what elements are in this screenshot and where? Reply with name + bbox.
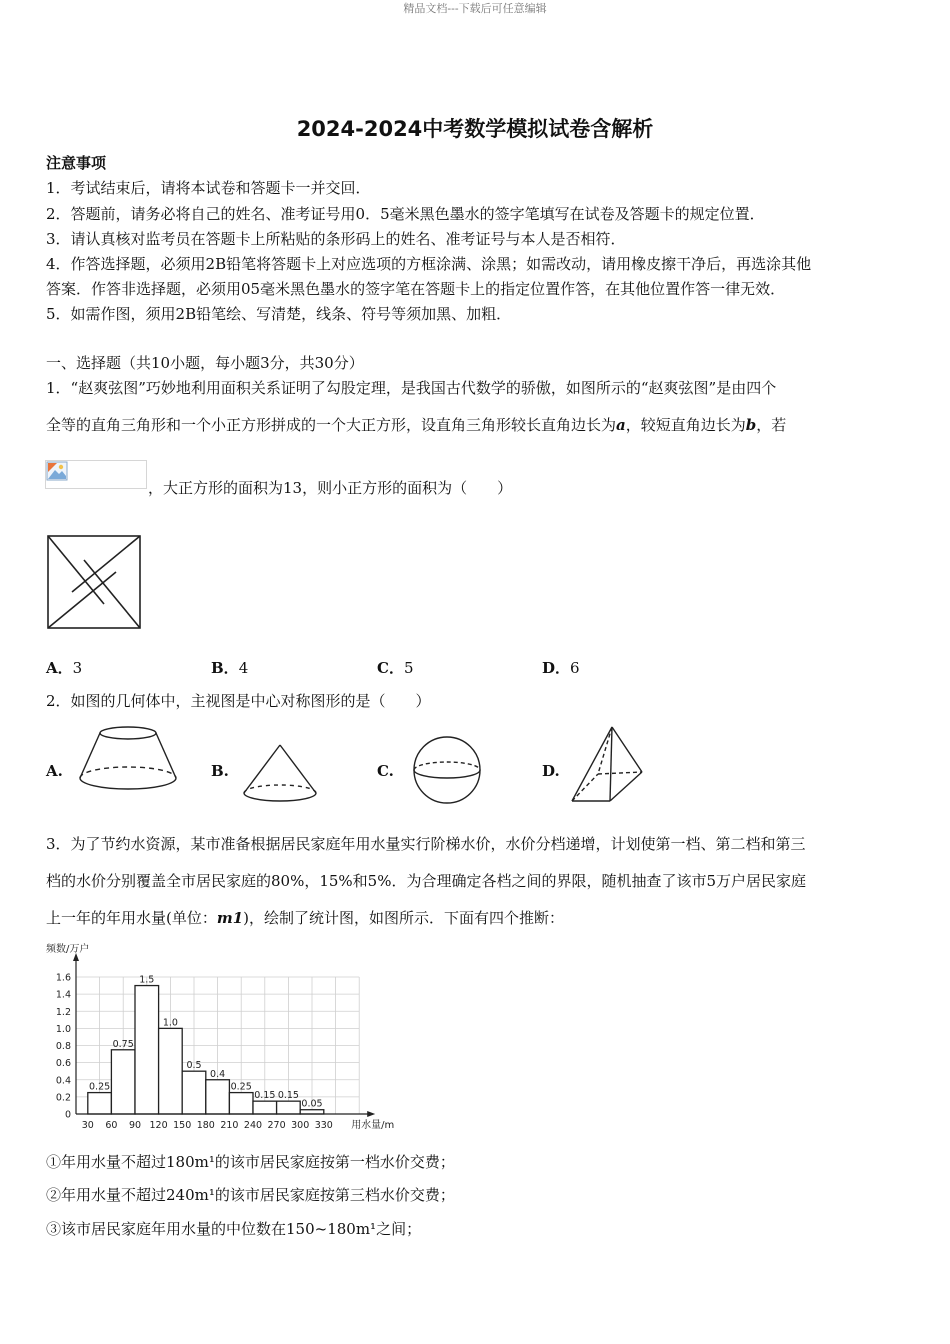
q3-stem-line: 3．为了节约水资源，某市准备根据居民家庭年用水量实行阶梯水价，水价分档递增，计划使第一档、第二档和第三 [46,835,806,853]
histogram-bar [229,1093,253,1114]
y-tick-label: 0.8 [55,1041,71,1052]
notice-item: 5．如需作图，须用2B铅笔绘、写清楚，线条、符号等须加黑、加粗． [46,305,512,323]
bar-value-label: 0.75 [112,1038,134,1050]
q1-stem-text: ，若 [756,416,787,434]
zhao-shuang-chord-diagram [46,534,142,630]
x-axis-label: 用水量/m [351,1120,395,1131]
triangle-edge [48,536,104,604]
notice-item: 2．答题前，请务必将自己的姓名、准考证号用0．5毫米黑色墨水的签字笔填写在试卷及答题卡的规定位置． [46,205,765,223]
y-tick-label: 1.4 [55,989,71,1001]
x-tick-label: 120 [149,1120,168,1131]
bar-value-label: 0.05 [301,1098,323,1110]
histogram-bar [206,1080,230,1114]
frustum-shape [76,724,180,804]
bar-value-label: 1.5 [139,974,155,986]
q2-option-c[interactable]: C. [377,762,394,780]
option-letter: A． [46,659,73,677]
outer-square [48,536,140,628]
y-tick-label: 1.6 [55,972,71,984]
option-letter: B． [211,659,239,677]
q1-option-d[interactable] [542,657,580,678]
notice-item: 4．作答选择题，必须用2B铅笔将答题卡上对应选项的方框涂满、涂黑；如需改动，请用橡皮擦干净后，再选涂其他 [46,255,812,273]
option-letter: D． [542,659,571,677]
bar-value-label: 0.25 [230,1081,252,1093]
bar-value-label: 0.25 [89,1081,111,1093]
x-axis-arrow [367,1111,375,1117]
q3-stem-text: 上一年的年用水量(单位： [46,909,217,927]
histogram-bar [159,1028,183,1114]
q3-statement: ②年用水量不超过240m¹的该市居民家庭按第三档水价交费； [46,1186,455,1204]
option-value: 6 [570,659,580,677]
cone-shape [240,742,320,806]
histogram-bar [300,1110,324,1114]
notice-item: 答案．作答非选择题，必须用05毫米黑色墨水的签字笔在答题卡上的指定位置作答，在其他位置作答一律无效． [46,280,786,298]
histogram-bar [111,1050,135,1114]
q1-option-b[interactable] [211,657,248,678]
notice-item: 3．请认真核对监考员在答题卡上所粘贴的条形码上的姓名、准考证号与本人是否相符． [46,230,626,248]
y-tick-label: 0.4 [55,1075,71,1087]
q1-option-c[interactable] [377,657,414,678]
x-tick-label: 270 [267,1120,286,1131]
q2-option-d[interactable]: D. [542,762,560,780]
bar-value-label: 0.4 [210,1068,226,1080]
q3-statement: ①年用水量不超过180m¹的该市居民家庭按第一档水价交费； [46,1153,455,1171]
q1-stem-text: 全等的直角三角形和一个小正方形拼成的一个大正方形，设直角三角形较长直角边长为 [46,416,617,434]
histogram-bar [88,1093,112,1114]
y-tick-label: 0.6 [55,1058,71,1070]
y-tick-label: 0 [64,1109,71,1121]
broken-image-icon [46,461,68,481]
formula-image-placeholder [45,460,147,489]
section-heading: 一、选择题（共10小题，每小题3分，共30分） [46,354,364,372]
q2-stem: 2．如图的几何体中，主视图是中心对称图形的是（ ） [46,692,431,710]
q1-stem-line [46,414,786,435]
q3-stem-text: )，绘制了统计图，如图所示．下面有四个推断： [243,909,565,927]
bar-value-label: 0.15 [277,1090,299,1102]
water-usage-histogram [40,940,395,1140]
x-tick-label: 330 [314,1120,333,1131]
x-tick-label: 30 [81,1120,94,1131]
var-b: b [745,416,757,434]
y-tick-label: 1.0 [55,1023,71,1035]
page-title: 2024-2024中考数学模拟试卷含解析 [296,117,654,141]
notice-heading: 注意事项 [46,154,107,172]
triangle-edge [48,572,116,628]
q1-stem-text: ，较短直角边长为 [625,416,746,434]
q3-statement: ③该市居民家庭年用水量的中位数在150~180m¹之间； [46,1220,422,1238]
triangle-edge [84,560,140,628]
histogram-bar [182,1071,206,1114]
var-a: a [616,416,626,434]
option-value: 3 [72,659,83,677]
bar-value-label: 0.5 [186,1060,202,1072]
triangle-edge [72,536,140,592]
y-tick-label: 0.2 [55,1092,71,1104]
q3-stem-line: 档的水价分别覆盖全市居民家庭的80%，15%和5%．为合理确定各档之间的界限，随机抽查了该市5万户居民家庭 [46,872,807,890]
q3-stem-line [46,907,564,928]
q2-option-a[interactable]: A. [46,762,63,780]
bar-value-label: 1.0 [162,1017,178,1029]
x-tick-label: 60 [105,1120,118,1131]
x-tick-label: 300 [291,1120,310,1131]
histogram-bar [135,986,159,1114]
x-tick-label: 210 [220,1120,239,1131]
notice-item: 1．考试结束后，请将本试卷和答题卡一并交回． [46,179,371,197]
x-tick-label: 150 [173,1120,192,1131]
option-value: 4 [238,659,249,677]
x-tick-label: 90 [128,1120,142,1131]
q2-option-b[interactable]: B. [211,762,229,780]
option-value: 5 [403,659,414,677]
unit-m: m1 [216,909,244,927]
sphere-shape [411,734,483,806]
x-tick-label: 240 [243,1120,263,1131]
histogram-bar [277,1101,301,1114]
bar-value-label: 0.15 [254,1090,276,1102]
header-note: 精品文档---下载后可任意编辑 [403,2,547,15]
q1-stem-line: ，大正方形的面积为13，则小正方形的面积为（ ） [148,479,513,497]
x-tick-label: 180 [196,1120,215,1131]
q1-stem-line: 1．“赵爽弦图”巧妙地利用面积关系证明了勾股定理，是我国古代数学的骄傲，如图所示的“赵爽弦图”是由四个 [46,379,777,397]
histogram-bar [253,1101,277,1114]
y-tick-label: 1.2 [55,1006,71,1018]
q1-option-a[interactable] [46,657,82,678]
option-letter: C． [377,659,404,677]
y-axis-label: 频数/万户 [46,944,90,955]
pyramid-shape [568,724,646,804]
